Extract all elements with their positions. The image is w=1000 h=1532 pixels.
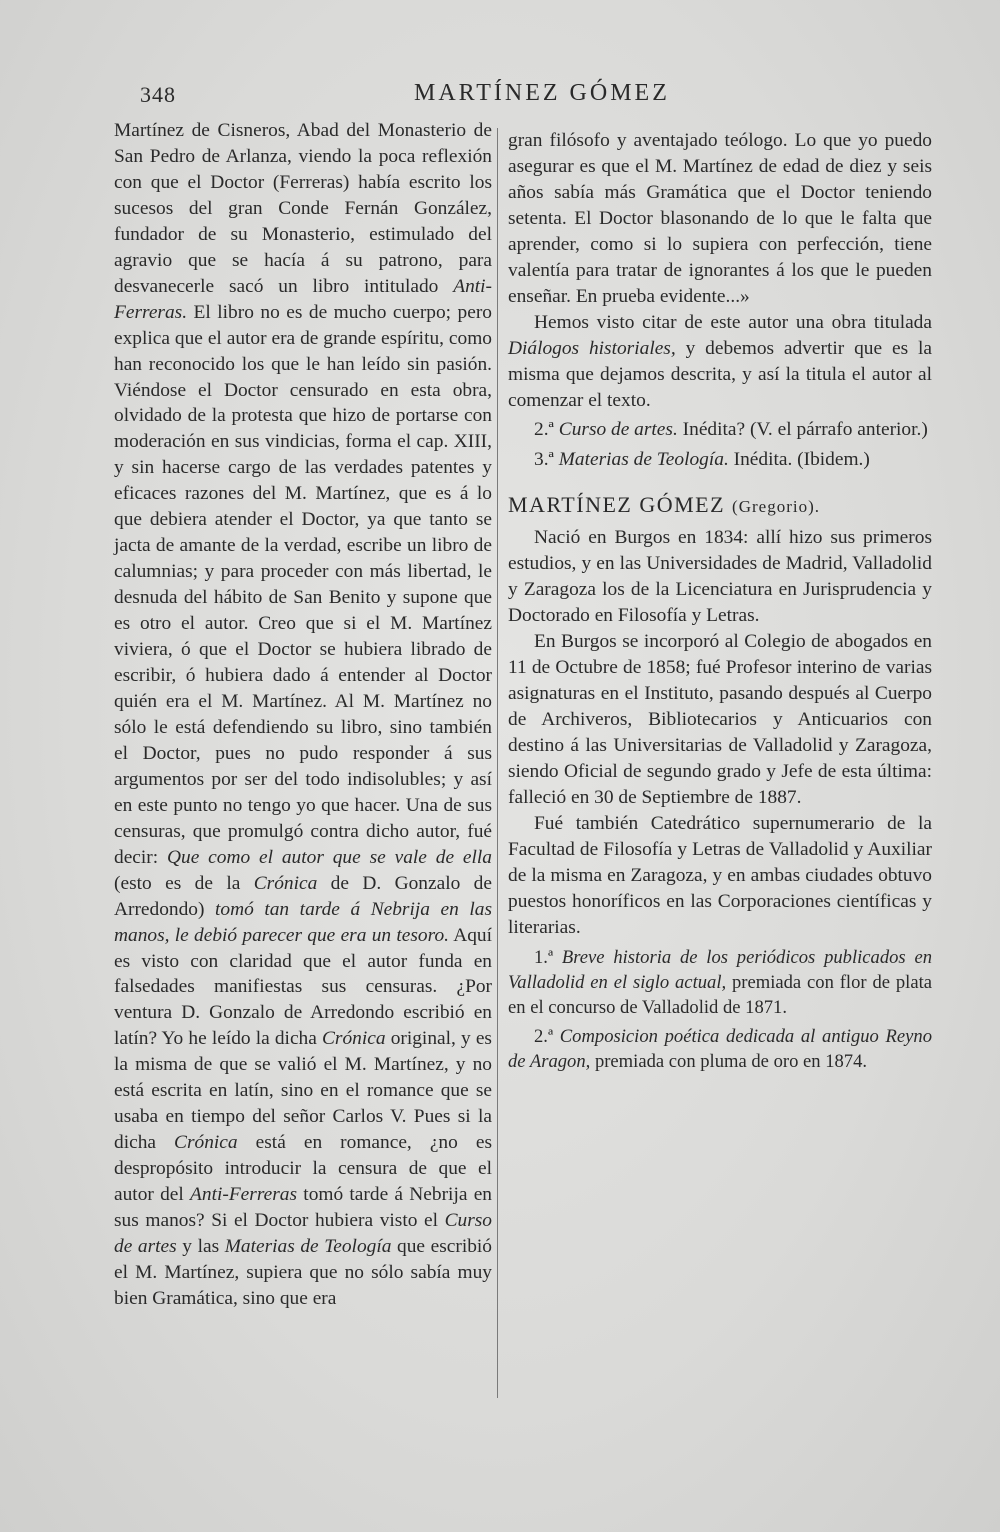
right-column <box>508 128 932 1074</box>
page-number: 348 <box>140 82 176 107</box>
work-item: 2.ª Curso de artes. Inédita? (V. el párrafo anterior.) <box>534 419 928 441</box>
work-item: 1.ª Breve historia de los periódicos publicados en Valladolid en el siglo actual, premiada con flor de plata en el concurso de Valladolid de 1871. <box>508 946 933 1018</box>
biography-paragraph: Fué también Catedrático supernumerario de la Facultad de Filosofía y Letras de Valladolid y Auxiliar de la misma en Zaragoza, y en ambas ciudades obtuvo puestos honoríficos en las Corporaciones científicas y literarias. <box>508 812 932 938</box>
quote-continuation: gran filósofo y aventajado teólogo. Lo que yo puedo asegurar es que el M. Martínez de edad de diez y seis años sabía más Gramática que el Doctor teniendo setenta. El Doctor blasonando de lo que le falta que aprender, como si lo supiera con perfección, tiene valentía para tratar de ignorantes á los que le pueden enseñar. En prueba evidente...» <box>508 130 932 307</box>
work-item: 2.ª Composicion poética dedicada al antiguo Reyno de Aragon, premiada con pluma de oro en 1874. <box>508 1025 932 1072</box>
page-header <box>140 80 1000 114</box>
running-title: MARTÍNEZ GÓMEZ <box>414 80 670 106</box>
biography-paragraph: Nació en Burgos en 1834: allí hizo sus primeros estudios, y en las Universidades de Madrid, Valladolid y Zaragoza los de la Licenciatura en Jurisprudencia y Doctorado en Filosofía y Letras. <box>508 527 932 627</box>
column-divider <box>497 128 498 1398</box>
editor-note: Hemos visto citar de este autor una obra titulada Diálogos historiales, y debemos advertir que es la misma que dejamos descrita, y así la titula el autor al comenzar el texto. <box>508 311 932 411</box>
left-column-paragraph: Martínez de Cisneros, Abad del Monasterio de San Pedro de Arlanza, viendo la poca reflexión con que el Doctor (Ferreras) había escrito los sucesos del gran Conde Fernán González, fundador de su Monasterio, estimulado del agravio que se hacía á su patrono, para desvanecerle sacó un libro intitulado Anti-Ferreras. El libro no es de mucho cuerpo; pero explica que el autor era de grande espíritu, como han reconocido los que le han leído sin pasión. Viéndose el Doctor censurado en esta obra, olvidado de la protesta que hizo de portarse con moderación en sus vindicias, forma el cap. XIII, y sin hacerse cargo de las verdades patentes y eficaces razones del M. Martínez, que es á lo que debiera atender el Doctor, ya que tanto se jacta de amante de la verdad, escribe un libro de calumnias; y para proceder con más libertad, le desnuda del hábito de San Benito y supone que es otro el autor. Creo que si el M. Martínez viviera, ó que el Doctor se hubiera librado de escribir, ó hubiera dado á entender al Doctor quién era el M. Martínez. Al M. Martínez no sólo le está defendiendo su libro, sino también el Doctor, pues no pudo responder á sus argumentos por ser del todo indisolubles; y así en este punto no tengo yo que hacer. Una de sus censuras, que promulgó contra dicho autor, fué decir: Que como el autor que se vale de ella (esto es de la Crónica de D. Gonzalo de Arredondo) tomó tan tarde á Nebrija en las manos, le debió parecer que era un tesoro. Aquí es visto con claridad que el autor funda en falsedades manifiestas sus censuras. ¿Por ventura D. Gonzalo de Arredondo escribió en latín? Yo he leído la dicha Crónica original, y es la misma de que se valió el M. Martínez, y no está escrita en latín, sino en el romance que se usaba en tiempo del señor Carlos V. Pues si la dicha Crónica está en romance, ¿no es despropósito introducir la censura de que el autor del Anti-Ferreras tomó tarde á Nebrija en sus manos? Si el Doctor hubiera visto el Curso de artes y las Materias de Teología que escribió el M. Martínez, supiera que no sólo sabía muy bien Gramática, sino que era <box>114 120 493 1309</box>
entry-heading: MARTÍNEZ GÓMEZ (Gregorio). <box>508 492 820 518</box>
left-column <box>114 118 492 1312</box>
work-item: 3.ª Materias de Teología. Inédita. (Ibidem.) <box>534 449 870 471</box>
biography-paragraph: En Burgos se incorporó al Colegio de abogados en 11 de Octubre de 1858; fué Profesor interino de varias asignaturas en el Instituto, pasando después al Cuerpo de Archiveros, Bibliotecarios y Anticuarios con destino á las Universitarias de Valladolid y Zaragoza, siendo Oficial de segundo grado y Jefe de esta última: falleció en 30 de Septiembre de 1887. <box>508 631 932 808</box>
